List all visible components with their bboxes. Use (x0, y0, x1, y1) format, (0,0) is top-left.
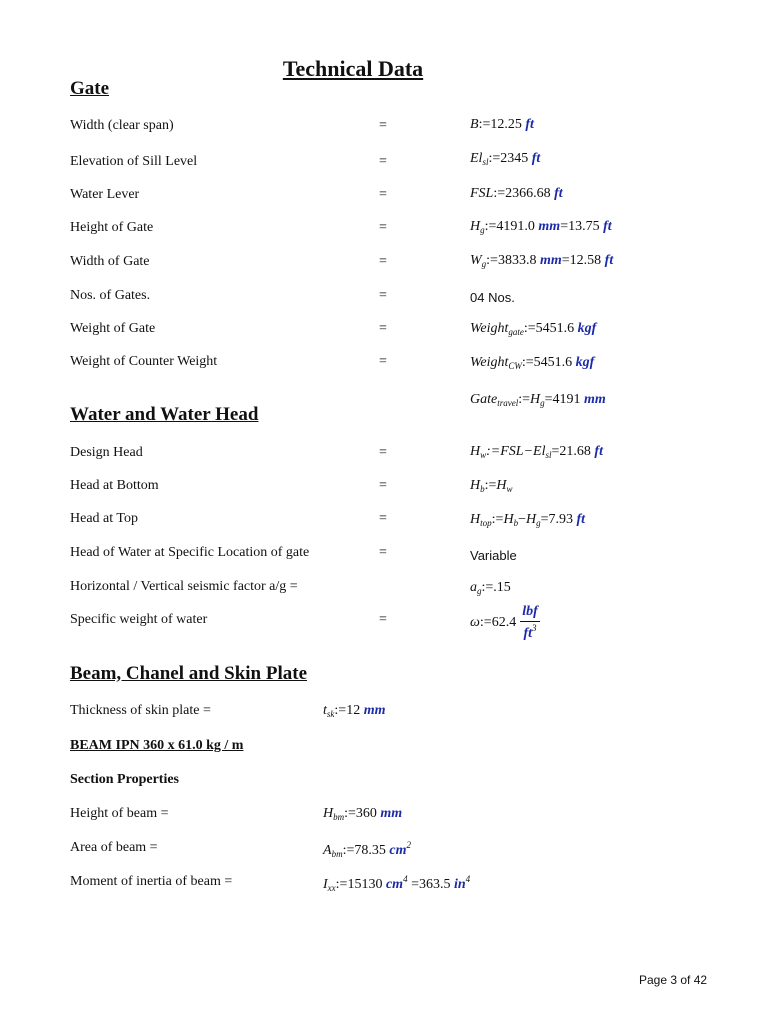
section-heading-gate: Gate (70, 78, 110, 99)
formula-height-of-gate: $H_g:=4191.0$ mm=13.75 ft (470, 219, 612, 235)
label-weight-of-gate: Weight of Gate (70, 321, 156, 336)
equals-sign: = (379, 478, 387, 493)
formula-area-of-beam: $A_{bm}:=78.35$ $cm^2$ (323, 840, 411, 859)
formula-design-head: $H_w:=FSL-El_{sl}=21.68$ ft (470, 444, 603, 460)
formula-sill-level: $El_{sl}:=2345$ ft (470, 151, 541, 167)
formula-width-of-gate: $W_g:=3833.8$ mm=12.58 ft (470, 253, 614, 269)
equals-sign: = (379, 154, 387, 169)
label-height-of-gate: Height of Gate (70, 220, 154, 235)
equals-sign: = (379, 220, 387, 235)
label-seismic-factor: Horizontal / Vertical seismic factor a/g = (70, 579, 298, 594)
label-head-top: Head at Top (70, 511, 138, 526)
label-head-bottom: Head at Bottom (70, 478, 159, 493)
label-width-clear-span: Width (clear span) (70, 118, 174, 133)
value-nos-of-gates: 04 Nos. (470, 290, 515, 305)
formula-head-bottom: $H_b:=H_w$ (470, 478, 513, 494)
formula-moment-of-inertia: $I_{xx}:=15130$ $cm^4 =363.5$ $in^4$ (323, 874, 471, 893)
equals-sign: = (379, 545, 387, 560)
label-area-of-beam: Area of beam = (70, 840, 158, 855)
label-water-lever: Water Lever (70, 187, 140, 202)
equals-sign: = (379, 187, 387, 202)
page-number: Page 3 of 42 (639, 973, 708, 987)
equals-sign: = (379, 612, 387, 627)
label-nos-of-gates: Nos. of Gates. (70, 288, 151, 303)
label-head-specific-location: Head of Water at Specific Location of gate (70, 545, 310, 560)
formula-gate-travel: $Gate_{travel}:=H_g=4191$ mm (470, 392, 606, 408)
formula-head-top: $H_{top}:=H_b-H_g=7.93$ ft (470, 512, 586, 528)
formula-weight-of-gate: Weight$_{gate}$:=5451.6 kgf (470, 321, 597, 337)
equals-sign: = (379, 118, 387, 133)
formula-skin-thickness: $t_{sk}:=12$ mm (323, 703, 386, 719)
equals-sign: = (379, 288, 387, 303)
beam-ipn-title: BEAM IPN 360 x 61.0 kg / m (70, 738, 244, 753)
section-heading-water: Water and Water Head (70, 404, 259, 425)
page-title: Technical Data (282, 56, 424, 81)
label-weight-counter: Weight of Counter Weight (70, 354, 218, 369)
equals-sign: = (379, 321, 387, 336)
unit-fraction: $\frac{\text{lbf}}{ft^3}$ (522, 604, 538, 641)
equals-sign: = (379, 511, 387, 526)
formula-height-of-beam: $H_{bm}:=360$ mm (323, 806, 403, 822)
label-moment-of-inertia: Moment of inertia of beam = (70, 874, 233, 889)
equals-sign: = (379, 254, 387, 269)
formula-weight-counter: Weight$_{CW}$:=5451.6 kgf (470, 355, 595, 371)
label-height-of-beam: Height of beam = (70, 806, 169, 821)
value-variable: Variable (470, 548, 517, 563)
label-skin-thickness: Thickness of skin plate = (70, 703, 211, 718)
formula-width: B:=12.25 ft (470, 117, 534, 132)
equals-sign: = (379, 445, 387, 460)
label-specific-weight: Specific weight of water (70, 612, 208, 627)
section-properties-heading: Section Properties (70, 772, 179, 787)
formula-fsl: FSL:=2366.68 ft (470, 186, 563, 201)
formula-seismic: $a_g:=.15$ (470, 580, 511, 596)
label-design-head: Design Head (70, 445, 143, 460)
label-elevation-sill: Elevation of Sill Level (70, 154, 198, 169)
label-width-of-gate: Width of Gate (70, 254, 150, 269)
formula-specific-weight: ω:=62.4 $\frac{\text{lbf}}{ft^3}$ (470, 604, 538, 641)
equals-sign: = (379, 354, 387, 369)
section-heading-beam: Beam, Chanel and Skin Plate (70, 663, 308, 684)
